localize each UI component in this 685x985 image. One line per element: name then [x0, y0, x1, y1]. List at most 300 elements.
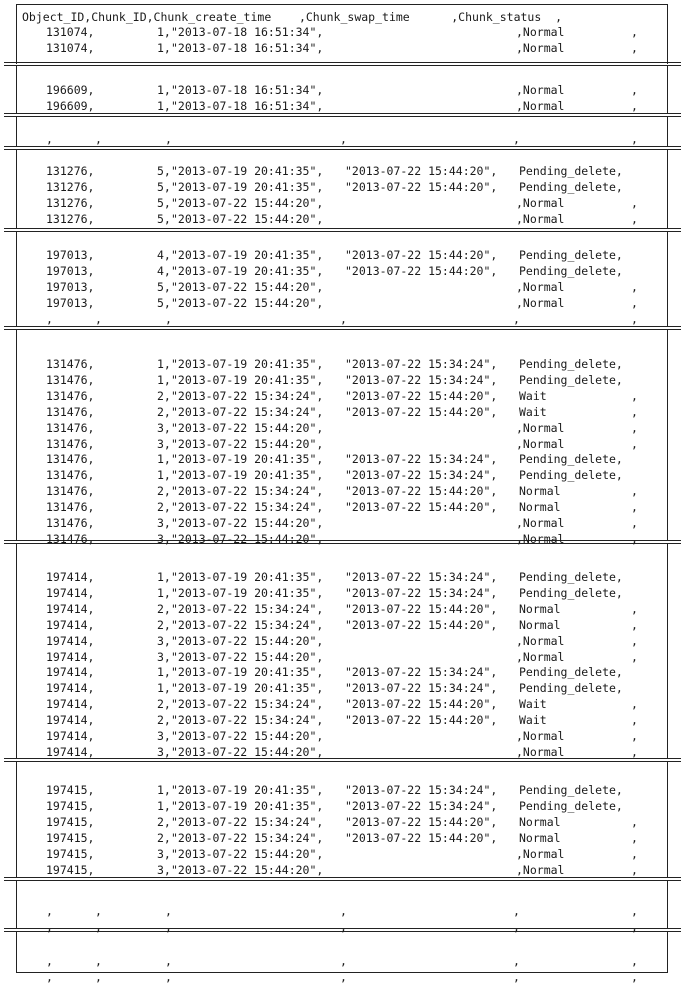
chunk-id-cell: 5,: [157, 164, 171, 178]
create-time-cell: "2013-07-18 16:51:34",: [171, 40, 324, 55]
status-cell: ,: [513, 954, 520, 968]
table-row: [0, 862, 685, 878]
table-row: [0, 782, 685, 798]
swap-time-cell: "2013-07-22 15:34:24",: [345, 468, 498, 483]
object-id-cell: 197414,: [46, 649, 95, 664]
chunk-id-cell: 3,: [157, 862, 171, 877]
row-end-cell: ,: [631, 919, 638, 934]
row-end-cell: ,: [631, 830, 638, 845]
row-end-cell: ,: [631, 279, 638, 294]
row-end-cell: ,: [631, 697, 638, 712]
swap-time-cell: "2013-07-22 15:44:20",: [345, 713, 498, 728]
status-cell: ,: [513, 904, 520, 918]
row-end-cell: ,: [631, 531, 638, 546]
object-id-cell: 131476,: [46, 404, 95, 419]
row-end-cell: ,: [631, 729, 638, 743]
status-cell: ,Normal: [516, 83, 565, 97]
create-time-cell: "2013-07-19 20:41:35",: [171, 570, 324, 584]
object-id-cell: 197414,: [46, 681, 95, 696]
status-cell: Pending_delete,: [519, 585, 623, 600]
create-time-cell: "2013-07-19 20:41:35",: [171, 665, 324, 680]
object-id-cell: 197414,: [46, 570, 95, 584]
swap-time-cell: ,: [340, 904, 347, 918]
create-time-cell: "2013-07-22 15:34:24",: [171, 500, 324, 515]
object-id-cell: 196609,: [46, 98, 95, 113]
create-time-cell: ,: [165, 969, 172, 984]
row-end-cell: ,: [631, 904, 638, 918]
object-id-cell: 196609,: [46, 83, 95, 97]
status-cell: Pending_delete,: [519, 372, 623, 387]
header-row: Object_ID,Chunk_ID,Chunk_create_time ,Chunk_swap_time ,Chunk_status ,: [22, 10, 563, 24]
table-row: [0, 131, 685, 147]
chunk-id-cell: 4,: [157, 263, 171, 278]
status-cell: ,Normal: [516, 98, 565, 113]
swap-time-cell: ,: [340, 919, 347, 934]
create-time-cell: ,: [165, 919, 172, 934]
row-end-cell: ,: [631, 633, 638, 648]
row-end-cell: ,: [631, 132, 638, 146]
chunk-id-cell: 5,: [157, 279, 171, 294]
create-time-cell: "2013-07-22 15:34:24",: [171, 484, 324, 499]
table-row: [0, 585, 685, 601]
create-time-cell: "2013-07-18 16:51:34",: [171, 25, 324, 39]
swap-time-cell: "2013-07-22 15:34:24",: [345, 452, 498, 467]
swap-time-cell: "2013-07-22 15:44:20",: [345, 697, 498, 712]
chunk-id-cell: 2,: [157, 814, 171, 829]
swap-time-cell: "2013-07-22 15:44:20",: [345, 814, 498, 829]
create-time-cell: "2013-07-19 20:41:35",: [171, 179, 324, 194]
chunk-id-cell: 1,: [157, 570, 171, 584]
object-id-cell: 131476,: [46, 372, 95, 387]
create-time-cell: "2013-07-22 15:44:20",: [171, 420, 324, 435]
status-cell: Pending_delete,: [519, 452, 623, 467]
swap-time-cell: "2013-07-22 15:34:24",: [345, 372, 498, 387]
table-row: [0, 263, 685, 279]
chunk-id-cell: 1,: [157, 468, 171, 483]
table-row: [0, 451, 685, 467]
object-id-cell: ,: [46, 904, 53, 918]
table-row: [0, 531, 685, 547]
chunk-id-cell: 3,: [157, 649, 171, 664]
status-cell: ,Normal: [516, 211, 565, 226]
status-cell: ,: [513, 132, 520, 146]
status-cell: Normal: [519, 500, 561, 515]
status-cell: Wait: [519, 404, 547, 419]
row-end-cell: ,: [631, 404, 638, 419]
swap-time-cell: ,: [340, 311, 347, 326]
create-time-cell: "2013-07-22 15:34:24",: [171, 404, 324, 419]
swap-time-cell: ,: [340, 954, 347, 968]
create-time-cell: "2013-07-22 15:44:20",: [171, 729, 324, 743]
swap-time-cell: "2013-07-22 15:44:20",: [345, 601, 498, 616]
row-end-cell: ,: [631, 744, 638, 759]
chunk-id-cell: 3,: [157, 846, 171, 861]
create-time-cell: "2013-07-19 20:41:35",: [171, 164, 324, 178]
table-row: [0, 846, 685, 862]
object-id-cell: 131276,: [46, 179, 95, 194]
status-cell: Pending_delete,: [519, 570, 623, 584]
object-id-cell: 197415,: [46, 846, 95, 861]
object-id-cell: 197414,: [46, 585, 95, 600]
table-row: [0, 179, 685, 195]
status-cell: Pending_delete,: [519, 248, 623, 262]
table-row: [0, 649, 685, 665]
status-cell: ,Normal: [516, 633, 565, 648]
status-cell: Normal: [519, 814, 561, 829]
status-cell: Pending_delete,: [519, 665, 623, 680]
object-id-cell: 131276,: [46, 195, 95, 210]
swap-time-cell: "2013-07-22 15:44:20",: [345, 164, 498, 178]
create-time-cell: "2013-07-22 15:44:20",: [171, 195, 324, 210]
create-time-cell: "2013-07-18 16:51:34",: [171, 83, 324, 97]
object-id-cell: 197414,: [46, 713, 95, 728]
chunk-id-cell: 1,: [157, 98, 171, 113]
swap-time-cell: "2013-07-22 15:34:24",: [345, 357, 498, 371]
create-time-cell: ,: [165, 904, 172, 918]
table-row: [0, 388, 685, 404]
object-id-cell: 197414,: [46, 617, 95, 632]
object-id-cell: 131476,: [46, 452, 95, 467]
create-time-cell: "2013-07-22 15:44:20",: [171, 744, 324, 759]
section-separator: [4, 877, 681, 881]
row-end-cell: ,: [631, 436, 638, 451]
chunk-id-cell: 1,: [157, 681, 171, 696]
chunk-id-cell: 1,: [157, 40, 171, 55]
table-row: [0, 40, 685, 56]
table-row: [0, 436, 685, 452]
table-row: [0, 664, 685, 680]
create-time-cell: "2013-07-22 15:34:24",: [171, 814, 324, 829]
object-id-cell: 131476,: [46, 420, 95, 435]
object-id-cell: 131476,: [46, 468, 95, 483]
table-row: [0, 919, 685, 935]
chunk-id-cell: 2,: [157, 388, 171, 403]
object-id-cell: 131074,: [46, 40, 95, 55]
table-row: [0, 712, 685, 728]
table-row: [0, 82, 685, 98]
status-cell: Wait: [519, 697, 547, 712]
table-row: [0, 728, 685, 744]
chunk-id-cell: ,: [95, 954, 102, 968]
create-time-cell: "2013-07-19 20:41:35",: [171, 783, 324, 797]
object-id-cell: 197414,: [46, 601, 95, 616]
chunk-id-cell: 2,: [157, 404, 171, 419]
table-row: [0, 830, 685, 846]
status-cell: ,Normal: [516, 516, 565, 530]
chunk-id-cell: 1,: [157, 372, 171, 387]
create-time-cell: "2013-07-19 20:41:35",: [171, 585, 324, 600]
chunk-id-cell: ,: [95, 969, 102, 984]
object-id-cell: ,: [46, 919, 53, 934]
status-cell: Pending_delete,: [519, 357, 623, 371]
object-id-cell: 131476,: [46, 388, 95, 403]
chunk-id-cell: 4,: [157, 248, 171, 262]
create-time-cell: "2013-07-19 20:41:35",: [171, 263, 324, 278]
create-time-cell: "2013-07-22 15:44:20",: [171, 531, 324, 546]
swap-time-cell: "2013-07-22 15:44:20",: [345, 500, 498, 515]
chunk-id-cell: 3,: [157, 531, 171, 546]
swap-time-cell: "2013-07-22 15:34:24",: [345, 570, 498, 584]
swap-time-cell: "2013-07-22 15:34:24",: [345, 665, 498, 680]
status-cell: ,Normal: [516, 531, 565, 546]
status-cell: Normal: [519, 601, 561, 616]
table-row: [0, 601, 685, 617]
object-id-cell: 197415,: [46, 862, 95, 877]
table-row: [0, 953, 685, 969]
chunk-id-cell: 3,: [157, 633, 171, 648]
object-id-cell: ,: [46, 132, 53, 146]
table-row: [0, 499, 685, 515]
create-time-cell: "2013-07-22 15:34:24",: [171, 830, 324, 845]
create-time-cell: "2013-07-19 20:41:35",: [171, 798, 324, 813]
create-time-cell: "2013-07-22 15:34:24",: [171, 713, 324, 728]
status-cell: Pending_delete,: [519, 164, 623, 178]
status-cell: ,Normal: [516, 295, 565, 310]
row-end-cell: ,: [631, 846, 638, 861]
table-row: [0, 295, 685, 311]
chunk-id-cell: 1,: [157, 357, 171, 371]
status-cell: Pending_delete,: [519, 783, 623, 797]
create-time-cell: "2013-07-19 20:41:35",: [171, 372, 324, 387]
section-separator: [4, 62, 681, 66]
table-row: [0, 311, 685, 327]
object-id-cell: ,: [46, 954, 53, 968]
object-id-cell: 131074,: [46, 25, 95, 39]
row-end-cell: ,: [631, 601, 638, 616]
row-end-cell: ,: [631, 25, 638, 39]
status-cell: ,Normal: [516, 862, 565, 877]
chunk-id-cell: ,: [95, 132, 102, 146]
chunk-id-cell: 1,: [157, 798, 171, 813]
status-cell: ,Normal: [516, 436, 565, 451]
swap-time-cell: "2013-07-22 15:44:20",: [345, 263, 498, 278]
status-cell: ,: [513, 969, 520, 984]
chunk-id-cell: 3,: [157, 420, 171, 435]
object-id-cell: 197414,: [46, 744, 95, 759]
create-time-cell: "2013-07-19 20:41:35",: [171, 681, 324, 696]
object-id-cell: ,: [46, 311, 53, 326]
chunk-id-cell: 2,: [157, 500, 171, 515]
swap-time-cell: "2013-07-22 15:44:20",: [345, 179, 498, 194]
object-id-cell: 197013,: [46, 295, 95, 310]
row-end-cell: ,: [631, 295, 638, 310]
create-time-cell: "2013-07-19 20:41:35",: [171, 357, 324, 371]
create-time-cell: "2013-07-22 15:44:20",: [171, 436, 324, 451]
create-time-cell: "2013-07-22 15:34:24",: [171, 388, 324, 403]
object-id-cell: 131476,: [46, 500, 95, 515]
row-end-cell: ,: [631, 195, 638, 210]
table-row: [0, 617, 685, 633]
object-id-cell: 131476,: [46, 484, 95, 499]
chunk-id-cell: 1,: [157, 783, 171, 797]
table-row: [0, 633, 685, 649]
row-end-cell: ,: [631, 83, 638, 97]
swap-time-cell: ,: [340, 132, 347, 146]
table-row: [0, 163, 685, 179]
status-cell: ,Normal: [516, 195, 565, 210]
row-end-cell: ,: [631, 862, 638, 877]
status-cell: Wait: [519, 713, 547, 728]
row-end-cell: ,: [631, 649, 638, 664]
create-time-cell: "2013-07-22 15:44:20",: [171, 516, 324, 530]
create-time-cell: ,: [165, 311, 172, 326]
create-time-cell: "2013-07-19 20:41:35",: [171, 248, 324, 262]
table-row: [0, 195, 685, 211]
section-separator: [4, 228, 681, 232]
row-end-cell: ,: [631, 98, 638, 113]
status-cell: ,: [513, 919, 520, 934]
status-cell: Pending_delete,: [519, 681, 623, 696]
create-time-cell: "2013-07-22 15:44:20",: [171, 846, 324, 861]
table-row: [0, 814, 685, 830]
object-id-cell: 197013,: [46, 263, 95, 278]
status-cell: Pending_delete,: [519, 798, 623, 813]
chunk-id-cell: ,: [95, 311, 102, 326]
chunk-id-cell: 3,: [157, 436, 171, 451]
status-cell: Pending_delete,: [519, 179, 623, 194]
row-end-cell: ,: [631, 954, 638, 968]
chunk-id-cell: 2,: [157, 601, 171, 616]
object-id-cell: 197414,: [46, 697, 95, 712]
chunk-id-cell: 2,: [157, 484, 171, 499]
table-row: [0, 680, 685, 696]
object-id-cell: 197415,: [46, 798, 95, 813]
table-row: [0, 744, 685, 760]
chunk-id-cell: 5,: [157, 179, 171, 194]
create-time-cell: "2013-07-19 20:41:35",: [171, 452, 324, 467]
object-id-cell: 131276,: [46, 164, 95, 178]
object-id-cell: 131476,: [46, 357, 95, 371]
swap-time-cell: "2013-07-22 15:44:20",: [345, 830, 498, 845]
table-row: [0, 372, 685, 388]
status-cell: ,Normal: [516, 40, 565, 55]
chunk-id-cell: 2,: [157, 697, 171, 712]
swap-time-cell: "2013-07-22 15:34:24",: [345, 783, 498, 797]
chunk-id-cell: 1,: [157, 25, 171, 39]
create-time-cell: "2013-07-22 15:44:20",: [171, 862, 324, 877]
chunk-id-cell: 2,: [157, 713, 171, 728]
chunk-id-cell: ,: [95, 919, 102, 934]
chunk-id-cell: 3,: [157, 744, 171, 759]
status-cell: Normal: [519, 617, 561, 632]
swap-time-cell: "2013-07-22 15:44:20",: [345, 617, 498, 632]
status-cell: ,Normal: [516, 744, 565, 759]
status-cell: ,Normal: [516, 420, 565, 435]
table-row: [0, 420, 685, 436]
create-time-cell: "2013-07-22 15:34:24",: [171, 601, 324, 616]
row-end-cell: ,: [631, 420, 638, 435]
row-end-cell: ,: [631, 484, 638, 499]
row-end-cell: ,: [631, 617, 638, 632]
swap-time-cell: "2013-07-22 15:34:24",: [345, 798, 498, 813]
table-row: [0, 24, 685, 40]
create-time-cell: "2013-07-22 15:44:20",: [171, 633, 324, 648]
row-end-cell: ,: [631, 311, 638, 326]
status-cell: Pending_delete,: [519, 263, 623, 278]
table-row: [0, 696, 685, 712]
status-cell: Pending_delete,: [519, 468, 623, 483]
status-cell: ,Normal: [516, 279, 565, 294]
object-id-cell: 131476,: [46, 516, 95, 530]
table-row: [0, 356, 685, 372]
chunk-id-cell: 2,: [157, 617, 171, 632]
object-id-cell: 197013,: [46, 279, 95, 294]
create-time-cell: "2013-07-22 15:44:20",: [171, 649, 324, 664]
swap-time-cell: "2013-07-22 15:34:24",: [345, 681, 498, 696]
table-row: [0, 404, 685, 420]
object-id-cell: 197414,: [46, 665, 95, 680]
row-end-cell: ,: [631, 814, 638, 829]
object-id-cell: 197415,: [46, 830, 95, 845]
row-end-cell: ,: [631, 500, 638, 515]
table-row: [0, 569, 685, 585]
swap-time-cell: "2013-07-22 15:44:20",: [345, 248, 498, 262]
row-end-cell: ,: [631, 388, 638, 403]
object-id-cell: 131476,: [46, 436, 95, 451]
table-row: [0, 515, 685, 531]
object-id-cell: 197415,: [46, 814, 95, 829]
chunk-id-cell: 1,: [157, 665, 171, 680]
status-cell: ,Normal: [516, 846, 565, 861]
row-end-cell: ,: [631, 211, 638, 226]
status-cell: ,: [513, 311, 520, 326]
create-time-cell: "2013-07-19 20:41:35",: [171, 468, 324, 483]
object-id-cell: ,: [46, 969, 53, 984]
create-time-cell: "2013-07-18 16:51:34",: [171, 98, 324, 113]
row-end-cell: ,: [631, 969, 638, 984]
create-time-cell: "2013-07-22 15:34:24",: [171, 697, 324, 712]
chunk-id-cell: 1,: [157, 83, 171, 97]
swap-time-cell: "2013-07-22 15:44:20",: [345, 404, 498, 419]
table-row: [0, 467, 685, 483]
table-row: [0, 98, 685, 114]
object-id-cell: 197415,: [46, 783, 95, 797]
status-cell: Wait: [519, 388, 547, 403]
chunk-id-cell: 5,: [157, 211, 171, 226]
table-row: [0, 247, 685, 263]
swap-time-cell: "2013-07-22 15:34:24",: [345, 585, 498, 600]
create-time-cell: "2013-07-22 15:44:20",: [171, 211, 324, 226]
chunk-id-cell: 3,: [157, 729, 171, 743]
row-end-cell: ,: [631, 713, 638, 728]
chunk-id-cell: 5,: [157, 195, 171, 210]
chunk-id-cell: 1,: [157, 585, 171, 600]
create-time-cell: ,: [165, 132, 172, 146]
row-end-cell: ,: [631, 516, 638, 530]
swap-time-cell: "2013-07-22 15:44:20",: [345, 388, 498, 403]
swap-time-cell: ,: [340, 969, 347, 984]
table-row: [0, 211, 685, 227]
create-time-cell: "2013-07-22 15:44:20",: [171, 295, 324, 310]
swap-time-cell: "2013-07-22 15:44:20",: [345, 484, 498, 499]
status-cell: Normal: [519, 484, 561, 499]
object-id-cell: 197414,: [46, 729, 95, 743]
object-id-cell: 131476,: [46, 531, 95, 546]
chunk-id-cell: 2,: [157, 830, 171, 845]
table-row: [0, 279, 685, 295]
status-cell: ,Normal: [516, 25, 565, 39]
status-cell: ,Normal: [516, 729, 565, 743]
chunk-id-cell: 1,: [157, 452, 171, 467]
table-row: [0, 483, 685, 499]
object-id-cell: 197414,: [46, 633, 95, 648]
chunk-id-cell: 3,: [157, 516, 171, 530]
table-row: [0, 798, 685, 814]
object-id-cell: 197013,: [46, 248, 95, 262]
status-cell: ,Normal: [516, 649, 565, 664]
create-time-cell: "2013-07-22 15:44:20",: [171, 279, 324, 294]
chunk-id-cell: 5,: [157, 295, 171, 310]
